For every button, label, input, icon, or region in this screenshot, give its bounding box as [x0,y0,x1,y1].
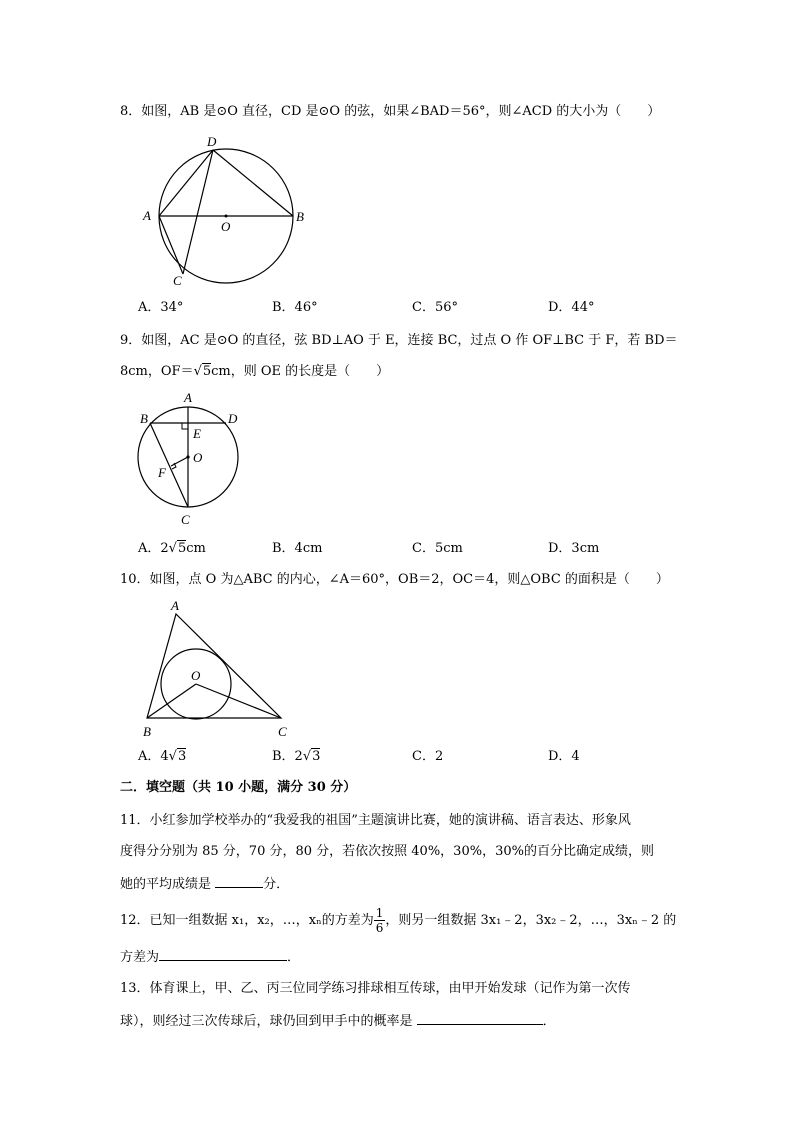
q12-frac-den: 6 [375,921,384,935]
q10-choice-a-pre: A．4 [138,749,169,764]
q12-line1 [120,906,676,935]
q8-stem: 8．如图，AB 是⊙O 直径，CD 是⊙O 的弦，如果∠BAD＝56°，则∠ACD 的大小为（ ） [120,104,661,119]
q9-choice-d: D．3cm [548,541,600,556]
q8-choice-b: B．46° [272,300,318,315]
q12-fraction [374,906,386,935]
sqrt-sign: √ [193,364,202,379]
q12-line2-pre: 方差为 [120,950,160,965]
q9-label-B: B [140,411,148,426]
q9-stem-post: cm，则 OE 的长度是（ ） [211,364,390,379]
q9-choice-a-post: cm [186,541,206,556]
q8-label-C: C [173,273,182,288]
q11-line3-post: 分． [263,877,290,892]
q10-choice-b-pre: B．2 [272,749,303,764]
q10-label-B: B [143,724,151,739]
q11-answer-blank[interactable] [215,873,263,888]
q9-choice-a [138,539,206,559]
q9-stem-line2 [120,362,389,382]
q8-label-B: B [296,209,304,224]
q10-choice-a [138,747,186,767]
q13-line1: 13．体育课上，甲、乙、丙三位同学练习排球相互传球，由甲开始发球（记作为第一次传 [120,981,631,996]
q9-label-E: E [193,426,201,441]
q10-label-A: A [171,598,179,613]
q10-choice-b-rad: 3 [312,749,321,764]
sqrt-sign: √ [168,749,177,764]
sqrt-sign: √ [302,749,312,764]
q9-choice-b: B．4cm [272,541,323,556]
q11-line1: 11．小红参加学校举办的“我爱我的祖国”主题演讲比赛，她的演讲稿、语言表达、形象风 [120,813,631,828]
q8-label-O: O [221,219,231,234]
q11-line2: 度得分分别为 85 分，70 分，80 分，若依次按照 40%，30%，30%的百分比确定成绩，则 [120,844,654,859]
q12-pre: 12．已知一组数据 x₁，x₂，…，xₙ的方差为 [120,913,374,928]
q9-stem-line1: 9．如图，AC 是⊙O 的直径，弦 BD⊥AO 于 E，连接 BC，过点 O 作 OF⊥BC 于 F，若 BD＝ [120,333,678,348]
q8-choice-a: A．34° [138,300,184,315]
q9-choice-a-pre: A．2 [138,541,169,556]
q12-post: ，则另一组数据 3x₁﹣2，3x₂﹣2，…，3xₙ﹣2 的 [385,913,677,928]
q8-label-D: D [207,134,217,149]
q10-stem: 10．如图，点 O 为△ABC 的内心，∠A＝60°，OB＝2，OC＝4，则△OBC 的面积是（ ） [120,572,669,587]
q10-figure [135,598,305,743]
q10-label-C: C [278,724,287,739]
q9-label-D: D [228,411,238,426]
q9-stem-pre: 8cm，OF＝ [120,364,194,379]
sqrt-sign: √ [168,541,177,556]
q8-choice-d: D．44° [548,300,595,315]
q12-frac-num: 1 [375,906,384,920]
section-heading: 二．填空题（共 10 小题，满分 30 分） [120,780,357,795]
q9-choice-c: C．5cm [412,541,463,556]
q9-figure [130,388,260,528]
q9-choice-a-rad: 5 [177,541,187,556]
q13-answer-blank[interactable] [417,1010,543,1025]
q11-line3 [120,873,289,895]
q12-answer-blank[interactable] [159,946,287,961]
q10-choice-b [272,747,320,767]
q13-line2 [120,1010,556,1032]
q9-label-F: F [158,465,166,480]
q13-line2-post: ． [542,1014,556,1029]
q9-label-O: O [193,450,203,465]
q9-stem-rad: 5 [202,364,212,379]
q8-choice-c: C．56° [412,300,458,315]
q8-figure [135,132,335,292]
q10-choice-a-rad: 3 [177,749,187,764]
q13-line2-pre: 球），则经过三次传球后，球仍回到甲手中的概率是 [120,1014,417,1029]
q10-choice-c: C．2 [412,749,444,764]
q8-label-A: A [143,208,151,223]
q10-choice-d: D．4 [548,749,580,764]
q12-line2-post: ． [287,950,301,965]
q9-label-A: A [184,390,192,405]
q11-line3-pre: 她的平均成绩是 [120,877,216,892]
q12-line2 [120,946,300,968]
q10-label-O: O [191,668,201,683]
q9-label-C: C [181,512,190,527]
